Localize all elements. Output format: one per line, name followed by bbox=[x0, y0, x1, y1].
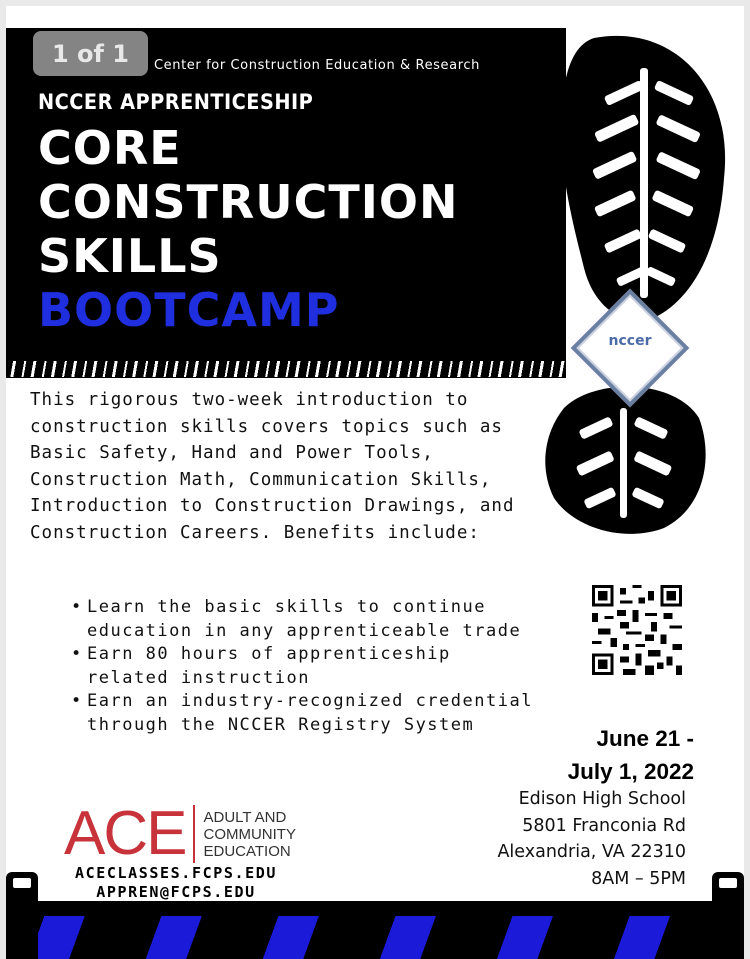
benefit-item: • Earn 80 hours of apprenticeship related instruction bbox=[71, 643, 541, 690]
contact-info bbox=[46, 864, 306, 902]
qr-code-icon bbox=[592, 584, 682, 676]
barricade-post-right bbox=[712, 872, 744, 959]
barricade-post-left bbox=[6, 872, 38, 959]
date-line: July 1, 2022 bbox=[567, 759, 694, 784]
program-description: This rigorous two-week introduction to construction skills covers topics such as Basic Safety, Hand and Power Tools, Construction Math, Communication Skills, Introduction to Construction Drawings, and Construction Careers. Benefits include: bbox=[30, 390, 515, 543]
flyer-title bbox=[38, 121, 459, 337]
benefit-item: • Learn the basic skills to continue education in any apprenticeable trade bbox=[71, 596, 541, 643]
location-line: 8AM – 5PM bbox=[591, 868, 686, 889]
date-line: June 21 - bbox=[596, 726, 694, 751]
banner-brush-edge bbox=[6, 361, 566, 377]
barricade-stripes bbox=[6, 916, 744, 959]
page-indicator: 1 of 1 bbox=[33, 31, 148, 76]
location-line: 5801 Franconia Rd bbox=[522, 815, 686, 836]
benefits-list bbox=[71, 596, 541, 737]
ace-sub-line: EDUCATION bbox=[203, 842, 291, 860]
boot-print-icon bbox=[534, 28, 734, 328]
event-dates bbox=[526, 722, 694, 788]
ace-sub-line: ADULT AND bbox=[203, 808, 287, 826]
email-link[interactable]: APPREN@FCPS.EDU bbox=[96, 883, 256, 901]
nccer-logo-text: nccer bbox=[608, 333, 652, 349]
title-highlight: BOOTCAMP bbox=[38, 283, 340, 337]
location-line: Alexandria, VA 22310 bbox=[497, 842, 686, 862]
title-line: SKILLS bbox=[38, 229, 222, 283]
flyer-page bbox=[6, 6, 744, 959]
ace-logo-subtitle bbox=[203, 809, 296, 860]
benefit-item: • Earn an industry-recognized credential through the NCCER Registry System bbox=[71, 690, 541, 737]
title-line: CONSTRUCTION bbox=[38, 175, 459, 229]
event-location bbox=[436, 786, 686, 892]
program-name: NCCER APPRENTICESHIP bbox=[38, 90, 314, 114]
ace-logo bbox=[64, 801, 296, 867]
ace-logo-divider bbox=[193, 805, 195, 863]
location-line: Edison High School bbox=[518, 789, 686, 809]
website-link[interactable]: ACECLASSES.FCPS.EDU bbox=[75, 864, 277, 882]
ace-sub-line: COMMUNITY bbox=[203, 825, 296, 843]
org-name: Center for Construction Education & Research bbox=[154, 58, 480, 73]
ace-logo-letters: ACE bbox=[64, 799, 186, 868]
title-line: CORE bbox=[38, 121, 182, 175]
